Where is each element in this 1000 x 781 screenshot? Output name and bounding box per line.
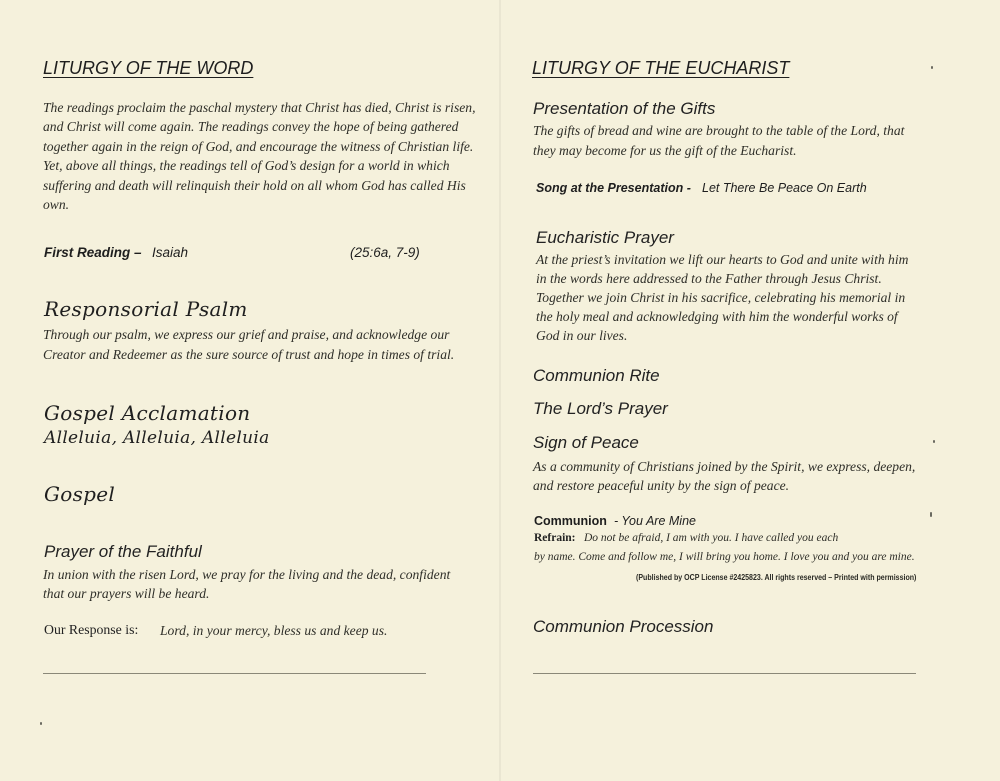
psalm-line: Creator and Redeemer as the sure source of trust and hope in times of trial. <box>43 347 455 362</box>
sign-of-peace-title: Sign of Peace <box>533 433 639 452</box>
song-title: Let There Be Peace On Earth <box>702 181 867 195</box>
gospel-acclamation-title: Gospel Acclamation <box>44 401 251 425</box>
eucharistic-prayer-title: Eucharistic Prayer <box>536 228 674 247</box>
refrain-line: by name. Come and follow me, I will bring you home. I love you and you are mine. <box>534 551 915 563</box>
prayer-line: God in our lives. <box>536 328 628 343</box>
alleluia-text: Alleluia, Alleluia, Alleluia <box>44 428 270 448</box>
refrain-label: Refrain: <box>534 532 576 544</box>
first-reading-label: First Reading – <box>44 245 142 260</box>
gifts-line: The gifts of bread and wine are brought to the table of the Lord, that <box>533 123 905 138</box>
intro-line: together again in the reign of God, and encourage the witness of Christian life. <box>43 139 474 154</box>
refrain-line: Do not be afraid, I am with you. I have called you each <box>584 532 839 544</box>
peace-line: and restore peaceful unity by the sign of peace. <box>533 478 790 493</box>
peace-line: As a community of Christians joined by the Spirit, we express, deepen, <box>533 459 916 474</box>
communion-rite-title: Communion Rite <box>533 366 660 385</box>
intro-line: own. <box>43 197 70 212</box>
page-fold <box>499 0 501 781</box>
faithful-line: In union with the risen Lord, we pray for the living and the dead, confident <box>43 567 451 582</box>
prayer-line: the holy meal and acknowledging with him the wonderful works of <box>536 309 898 324</box>
song-label: Song at the Presentation - <box>536 181 691 195</box>
intro-line: and Christ will come again. The readings convey the hope of being gathered <box>43 119 459 134</box>
prayer-line: in the words here addressed to the Father through Jesus Christ. <box>536 271 882 286</box>
intro-line: The readings proclaim the paschal mystery that Christ has died, Christ is risen, <box>43 100 476 115</box>
communion-procession-title: Communion Procession <box>533 617 714 636</box>
scan-speck <box>930 512 932 517</box>
gospel-title: Gospel <box>44 482 116 506</box>
psalm-line: Through our psalm, we express our grief and praise, and acknowledge our <box>43 327 450 342</box>
prayer-line: Together we join Christ in his sacrifice, celebrating his memorial in <box>536 290 906 305</box>
lords-prayer-title: The Lord’s Prayer <box>533 399 668 418</box>
left-bottom-rule <box>43 673 426 674</box>
response-text: Lord, in your mercy, bless us and keep us. <box>160 623 388 638</box>
intro-line: Yet, above all things, the readings tell of God’s design for a world in which <box>43 158 450 173</box>
liturgy-word-heading: LITURGY OF THE WORD <box>43 58 254 78</box>
communion-label: Communion <box>534 514 607 528</box>
first-reading-reference: (25:6a, 7-9) <box>350 245 420 260</box>
presentation-gifts-title: Presentation of the Gifts <box>533 99 716 118</box>
prayer-faithful-title: Prayer of the Faithful <box>44 542 202 561</box>
faithful-line: that our prayers will be heard. <box>43 586 210 601</box>
right-bottom-rule <box>533 673 916 674</box>
first-reading-book: Isaiah <box>152 245 189 260</box>
scan-speck <box>931 66 933 69</box>
scan-speck <box>40 722 42 725</box>
license-note: (Published by OCP License #2425823. All rights reserved – Printed with permission) <box>636 572 917 582</box>
liturgy-eucharist-heading: LITURGY OF THE EUCHARIST <box>532 58 790 78</box>
response-label: Our Response is: <box>44 622 139 637</box>
psalm-title: Responsorial Psalm <box>44 297 248 321</box>
prayer-line: At the priest’s invitation we lift our hearts to God and unite with him <box>536 252 909 267</box>
intro-line: suffering and death will relinquish their hold on all whom God has called His <box>43 178 466 193</box>
communion-song-title: - You Are Mine <box>614 514 696 528</box>
scan-speck <box>933 440 935 443</box>
gifts-line: they may become for us the gift of the Eucharist. <box>533 143 797 158</box>
